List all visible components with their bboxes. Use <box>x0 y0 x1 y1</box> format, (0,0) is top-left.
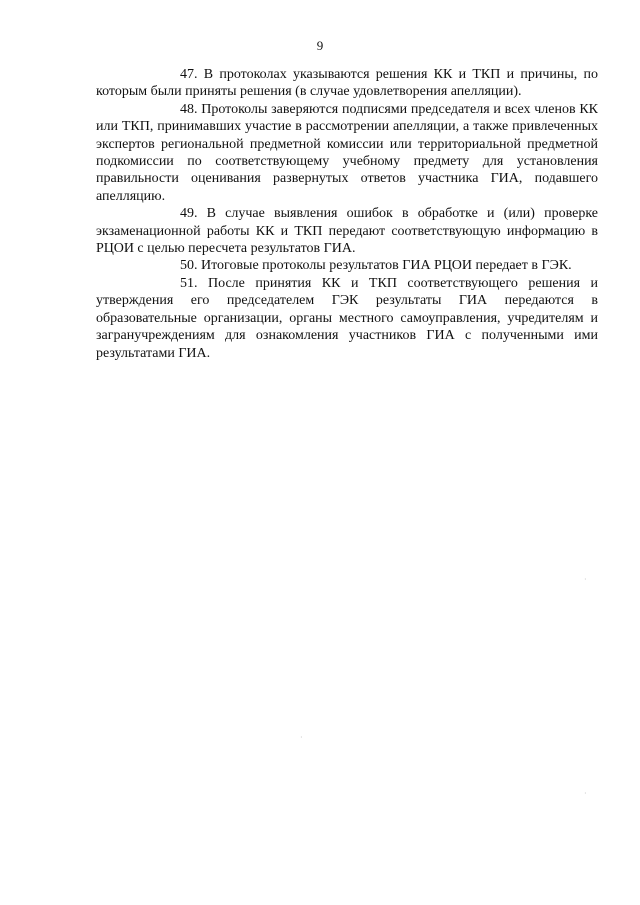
paragraph-50 <box>96 257 598 274</box>
paragraph-number: 48. <box>180 101 198 117</box>
paragraph-text: Итоговые протоколы результатов ГИА РЦОИ передает в ГЭК. <box>201 258 572 274</box>
document-body <box>96 66 598 362</box>
scan-speck: · <box>584 789 587 798</box>
paragraph-number: 51. <box>180 275 198 291</box>
scan-speck: · <box>300 733 303 742</box>
paragraph-text: После принятия КК и ТКП соответствующего решения и утверждения его председателем ГЭК результаты ГИА передаются в образовательные организации, органы местного самоуправления, учредителям и загранучреждениям для ознакомления участников ГИА с полученными ими результатами ГИА. <box>96 275 598 361</box>
paragraph-text: Протоколы заверяются подписями председателя и всех членов КК или ТКП, принимавших участие в рассмотрении апелляции, а также привлеченных экспертов региональной предметной комиссии или территориальной предметной подкомиссии по соответствующему учебному предмету для установления правильности оценивания развернутых ответов участника ГИА, подавшего апелляцию. <box>96 101 598 204</box>
paragraph-48 <box>96 101 598 205</box>
paragraph-49 <box>96 205 598 257</box>
scan-speck: · <box>584 575 587 584</box>
paragraph-text: В протоколах указываются решения КК и ТКП и причины, по которым были приняты решения (в случае удовлетворения апелляции). <box>96 67 599 100</box>
paragraph-47 <box>96 66 598 101</box>
paragraph-number: 50. <box>180 258 198 274</box>
paragraph-51 <box>96 275 598 362</box>
paragraph-number: 47. <box>180 67 198 82</box>
paragraph-text: В случае выявления ошибок в обработке и (или) проверке экзаменационной работы КК и ТКП передают соответствующую информацию в РЦОИ с целью пересчета результатов ГИА. <box>96 206 599 257</box>
paragraph-number: 49. <box>180 206 198 222</box>
page-number: 9 <box>316 38 324 53</box>
